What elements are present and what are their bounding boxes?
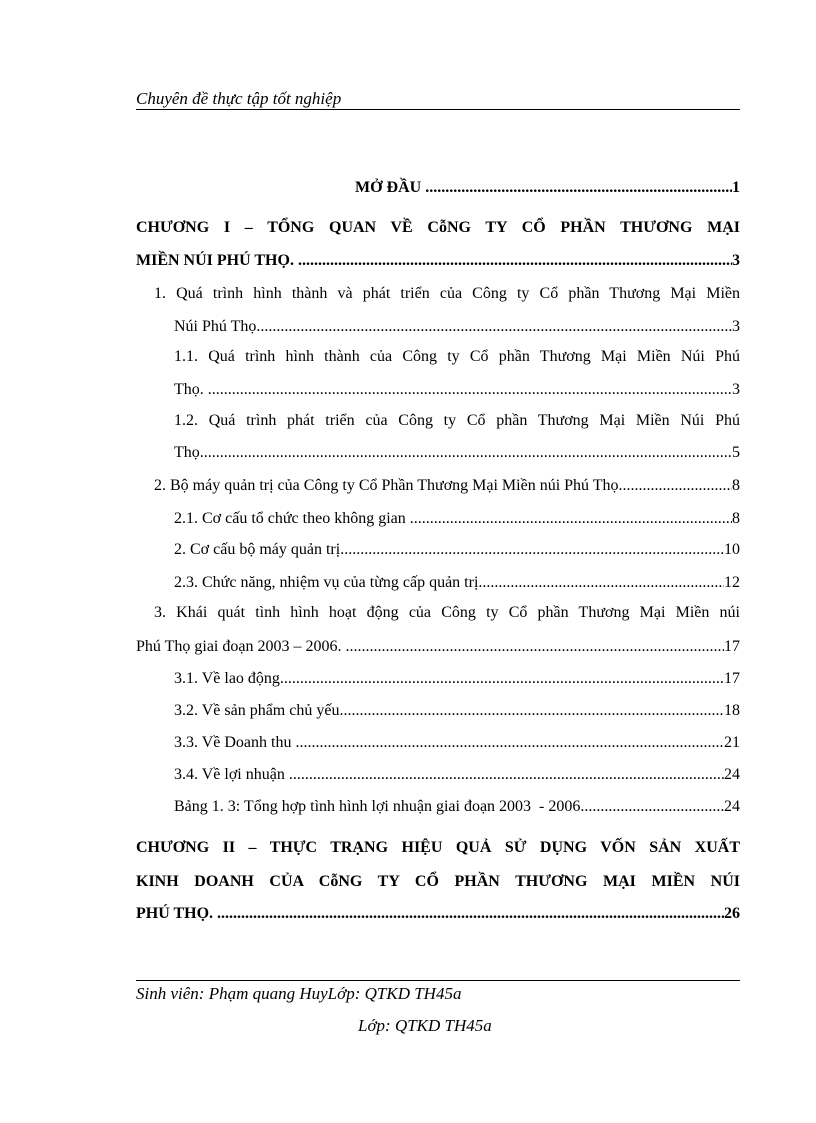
page-number: 24 <box>724 798 740 815</box>
leader-dots <box>200 439 732 467</box>
page-number: 10 <box>724 541 740 558</box>
page-number: 1 <box>732 179 740 196</box>
toc-entry-section-3-3[interactable]: 3.3. Về Doanh thu ..... 21 <box>174 729 740 757</box>
page-number: 18 <box>724 702 740 719</box>
toc-entry-section-2-3[interactable]: 2.3. Chức năng, nhiệm vụ của từng cấp quản trị ..... 12 <box>174 569 740 597</box>
running-header: Chuyên đề thực tập tốt nghiệp <box>136 89 342 108</box>
leader-dots <box>425 174 732 202</box>
header-divider <box>136 109 740 110</box>
toc-entry-chapter-2[interactable]: CHƯƠNG II – THỰC TRẠNG HIỆU QUẢ SỬ DỤNG VỐN SẢN XUẤT <box>136 839 740 856</box>
page-number: 26 <box>724 905 740 922</box>
toc-entry-section-1[interactable]: 1. Quá trình hình thành và phát triển của Công ty Cổ phần Thương Mại Miền <box>154 285 740 302</box>
page-number: 17 <box>724 638 740 655</box>
leader-dots <box>580 793 724 821</box>
page-number: 8 <box>732 477 740 494</box>
leader-dots <box>340 536 724 564</box>
leader-dots <box>345 633 724 661</box>
page-number: 12 <box>724 574 740 591</box>
toc-entry-section-1-2[interactable]: 1.2. Quá trình phát triển của Công ty Cổ phần Thương Mại Miền Núi Phú <box>174 412 740 429</box>
toc-entry-table-1-3[interactable]: Bảng 1. 3: Tổng hợp tình hình lợi nhuận giai đoạn 2003 - 2006 ..... 24 <box>174 793 740 821</box>
leader-dots <box>619 472 732 500</box>
leader-dots <box>217 900 724 928</box>
toc-entry-section-3-2[interactable]: 3.2. Về sản phẩm chủ yếu ..... 18 <box>174 697 740 725</box>
toc-entry-section-3-cont[interactable]: Phú Thọ giai đoạn 2003 – 2006. ..... 17 <box>136 633 740 661</box>
toc-entry-section-3-1[interactable]: 3.1. Về lao động ..... 17 <box>174 665 740 693</box>
toc-entry-section-2-2[interactable]: 2. Cơ cấu bộ máy quản trị ..... 10 <box>174 536 740 564</box>
toc-entry-section-3[interactable]: 3. Khái quát tình hình hoạt động của Công ty Cổ phần Thương Mại Miền núi <box>154 604 740 621</box>
page-number: 17 <box>724 670 740 687</box>
toc-entry-chapter-1[interactable]: CHƯƠNG I – TỔNG QUAN VỀ CỗNG TY CỔ PHẦN THƯƠNG MẠI <box>136 219 740 236</box>
footer-student-info: Sinh viên: Phạm quang HuyLớp: QTKD TH45a <box>136 984 462 1003</box>
toc-entry-section-1-1[interactable]: 1.1. Quá trình hình thành của Công ty Cổ phần Thương Mại Miền Núi Phú <box>174 348 740 365</box>
leader-dots <box>410 505 732 533</box>
page-number: 8 <box>732 510 740 527</box>
toc-entry-chapter-1-cont[interactable]: MIỀN NÚI PHÚ THỌ. ..... 3 <box>136 247 740 275</box>
page-number: 21 <box>724 734 740 751</box>
leader-dots <box>478 569 724 597</box>
leader-dots <box>260 313 732 341</box>
toc-entry-section-2[interactable]: 2. Bộ máy quản trị của Công ty Cổ Phần Thương Mại Miền núi Phú Thọ ..... 8 <box>154 472 740 500</box>
footer-class-info: Lớp: QTKD TH45a <box>358 1016 492 1035</box>
page-number: 3 <box>732 252 740 269</box>
footer-divider <box>136 980 740 981</box>
toc-entry-chapter-2-cont[interactable]: KINH DOANH CỦA CỗNG TY CỔ PHẦN THƯƠNG MẠI MIỀN NÚI <box>136 873 740 890</box>
toc-entry-section-1-2-cont[interactable]: Thọ ..... 5 <box>174 439 740 467</box>
page-number: 3 <box>732 318 740 335</box>
toc-entry-section-1-1-cont[interactable]: Thọ. ..... 3 <box>174 376 740 404</box>
toc-entry-mo-dau[interactable]: MỞ ĐẦU ..... 1 <box>355 174 740 202</box>
page-number: 24 <box>724 766 740 783</box>
page-number: 3 <box>732 381 740 398</box>
toc-entry-chapter-2-cont2[interactable]: PHÚ THỌ. ..... 26 <box>136 900 740 928</box>
toc-entry-section-2-1[interactable]: 2.1. Cơ cấu tổ chức theo không gian ..... 8 <box>174 505 740 533</box>
toc-entry-section-3-4[interactable]: 3.4. Về lợi nhuận ..... 24 <box>174 761 740 789</box>
toc-entry-section-1-cont[interactable]: Núi Phú Thọ. ..... 3 <box>174 313 740 341</box>
leader-dots <box>289 761 724 789</box>
leader-dots <box>298 247 732 275</box>
leader-dots <box>280 665 724 693</box>
leader-dots <box>208 376 732 404</box>
leader-dots <box>339 697 724 725</box>
page-number: 5 <box>732 444 740 461</box>
leader-dots <box>295 729 724 757</box>
